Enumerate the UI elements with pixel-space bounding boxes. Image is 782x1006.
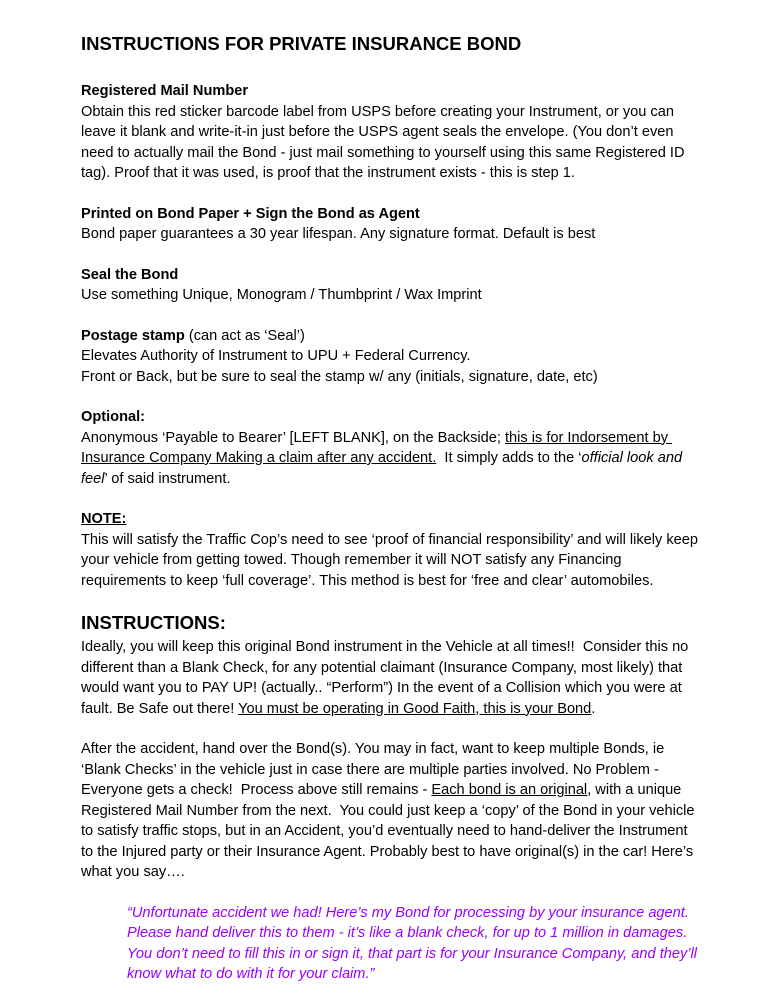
- seal-heading: Seal the Bond: [81, 266, 179, 283]
- section-seal-the-bond: [81, 265, 702, 306]
- bond-paper-heading: Printed on Bond Paper + Sign the Bond as Agent: [81, 205, 420, 222]
- optional-body: Anonymous ‘Payable to Bearer’ [LEFT BLANK], on the Backside; this is for Indorsement by Insurance Company Making a claim after any accident. It simply adds to the ‘official look and feel’ of said instrument.: [81, 429, 687, 487]
- section-after-accident: [81, 739, 702, 985]
- seal-body: Use something Unique, Monogram / Thumbprint / Wax Imprint: [81, 287, 482, 303]
- postage-body-line1: Elevates Authority of Instrument to UPU + Federal Currency.: [81, 348, 471, 364]
- registered-mail-heading: Registered Mail Number: [81, 83, 249, 99]
- optional-heading: Optional:: [81, 409, 146, 425]
- note-heading: NOTE:: [81, 511, 127, 527]
- instructions-heading: INSTRUCTIONS:: [81, 612, 226, 633]
- postage-heading: Postage stamp (can act as ‘Seal’): [81, 327, 305, 344]
- bond-paper-body: Bond paper guarantees a 30 year lifespan. Any signature format. Default is best: [81, 226, 596, 242]
- section-bond-paper: [81, 204, 702, 245]
- section-instructions: [81, 611, 702, 719]
- section-registered-mail: [81, 81, 702, 184]
- section-optional: [81, 407, 702, 489]
- instructions-para2: After the accident, hand over the Bond(s). You may in fact, want to keep multiple Bonds, ie ‘Blank Checks’ in the vehicle just in case there are multiple parties involved. No Problem - Everyone gets a check! Process above still remains - Each bond is an original, with a unique Registered Mail Number from the next. You could just keep a ‘copy’ of the Bond in your vehicle to satisfy traffic stops, but in an Accident, you’d eventually need to hand-deliver the Instrument to the Injured party or their Insurance Agent. Probably best to have original(s) in the car! Here’s what you say….: [81, 741, 699, 880]
- postage-body-line2: Front or Back, but be sure to seal the stamp w/ any (initials, signature, date, etc): [81, 368, 598, 385]
- document-title: INSTRUCTIONS FOR PRIVATE INSURANCE BOND: [81, 33, 522, 54]
- suggested-statement-quote: “Unfortunate accident we had! Here’s my Bond for processing by your insurance agent. Please hand deliver this to them - it’s like a blank check, for up to 1 million in damages. You don’t need to fill this in or sign it, that part is for your Insurance Company, and they’ll know what to do with it for your claim.”: [127, 904, 702, 982]
- instructions-para1: Ideally, you will keep this original Bond instrument in the Vehicle at all times!! Consider this no different than a Blank Check, for any potential claimant (Insurance Company, most likely) that would want you to PAY UP! (actually.. “Perform”) In the event of a Collision which you were at fault. Be Safe out there! You must be operating in Good Faith, this is your Bond.: [81, 639, 693, 717]
- section-postage-stamp: [81, 326, 702, 388]
- section-note: [81, 509, 702, 591]
- registered-mail-body: Obtain this red sticker barcode label from USPS before creating your Instrument, or you can leave it blank and write-it-in just before the USPS agent seals the envelope. (You don’t even need to actually mail the Bond - just mail something to yourself using this same Registered ID tag). Proof that it was used, is proof that the instrument exists - this is step 1.: [81, 103, 689, 181]
- note-body: This will satisfy the Traffic Cop’s need to see ‘proof of financial responsibility’ and will likely keep your vehicle from getting towed. Though remember it will NOT satisfy any Financing requirements to keep ‘full coverage’. This method is best for ‘free and clear’ automobiles.: [81, 531, 703, 589]
